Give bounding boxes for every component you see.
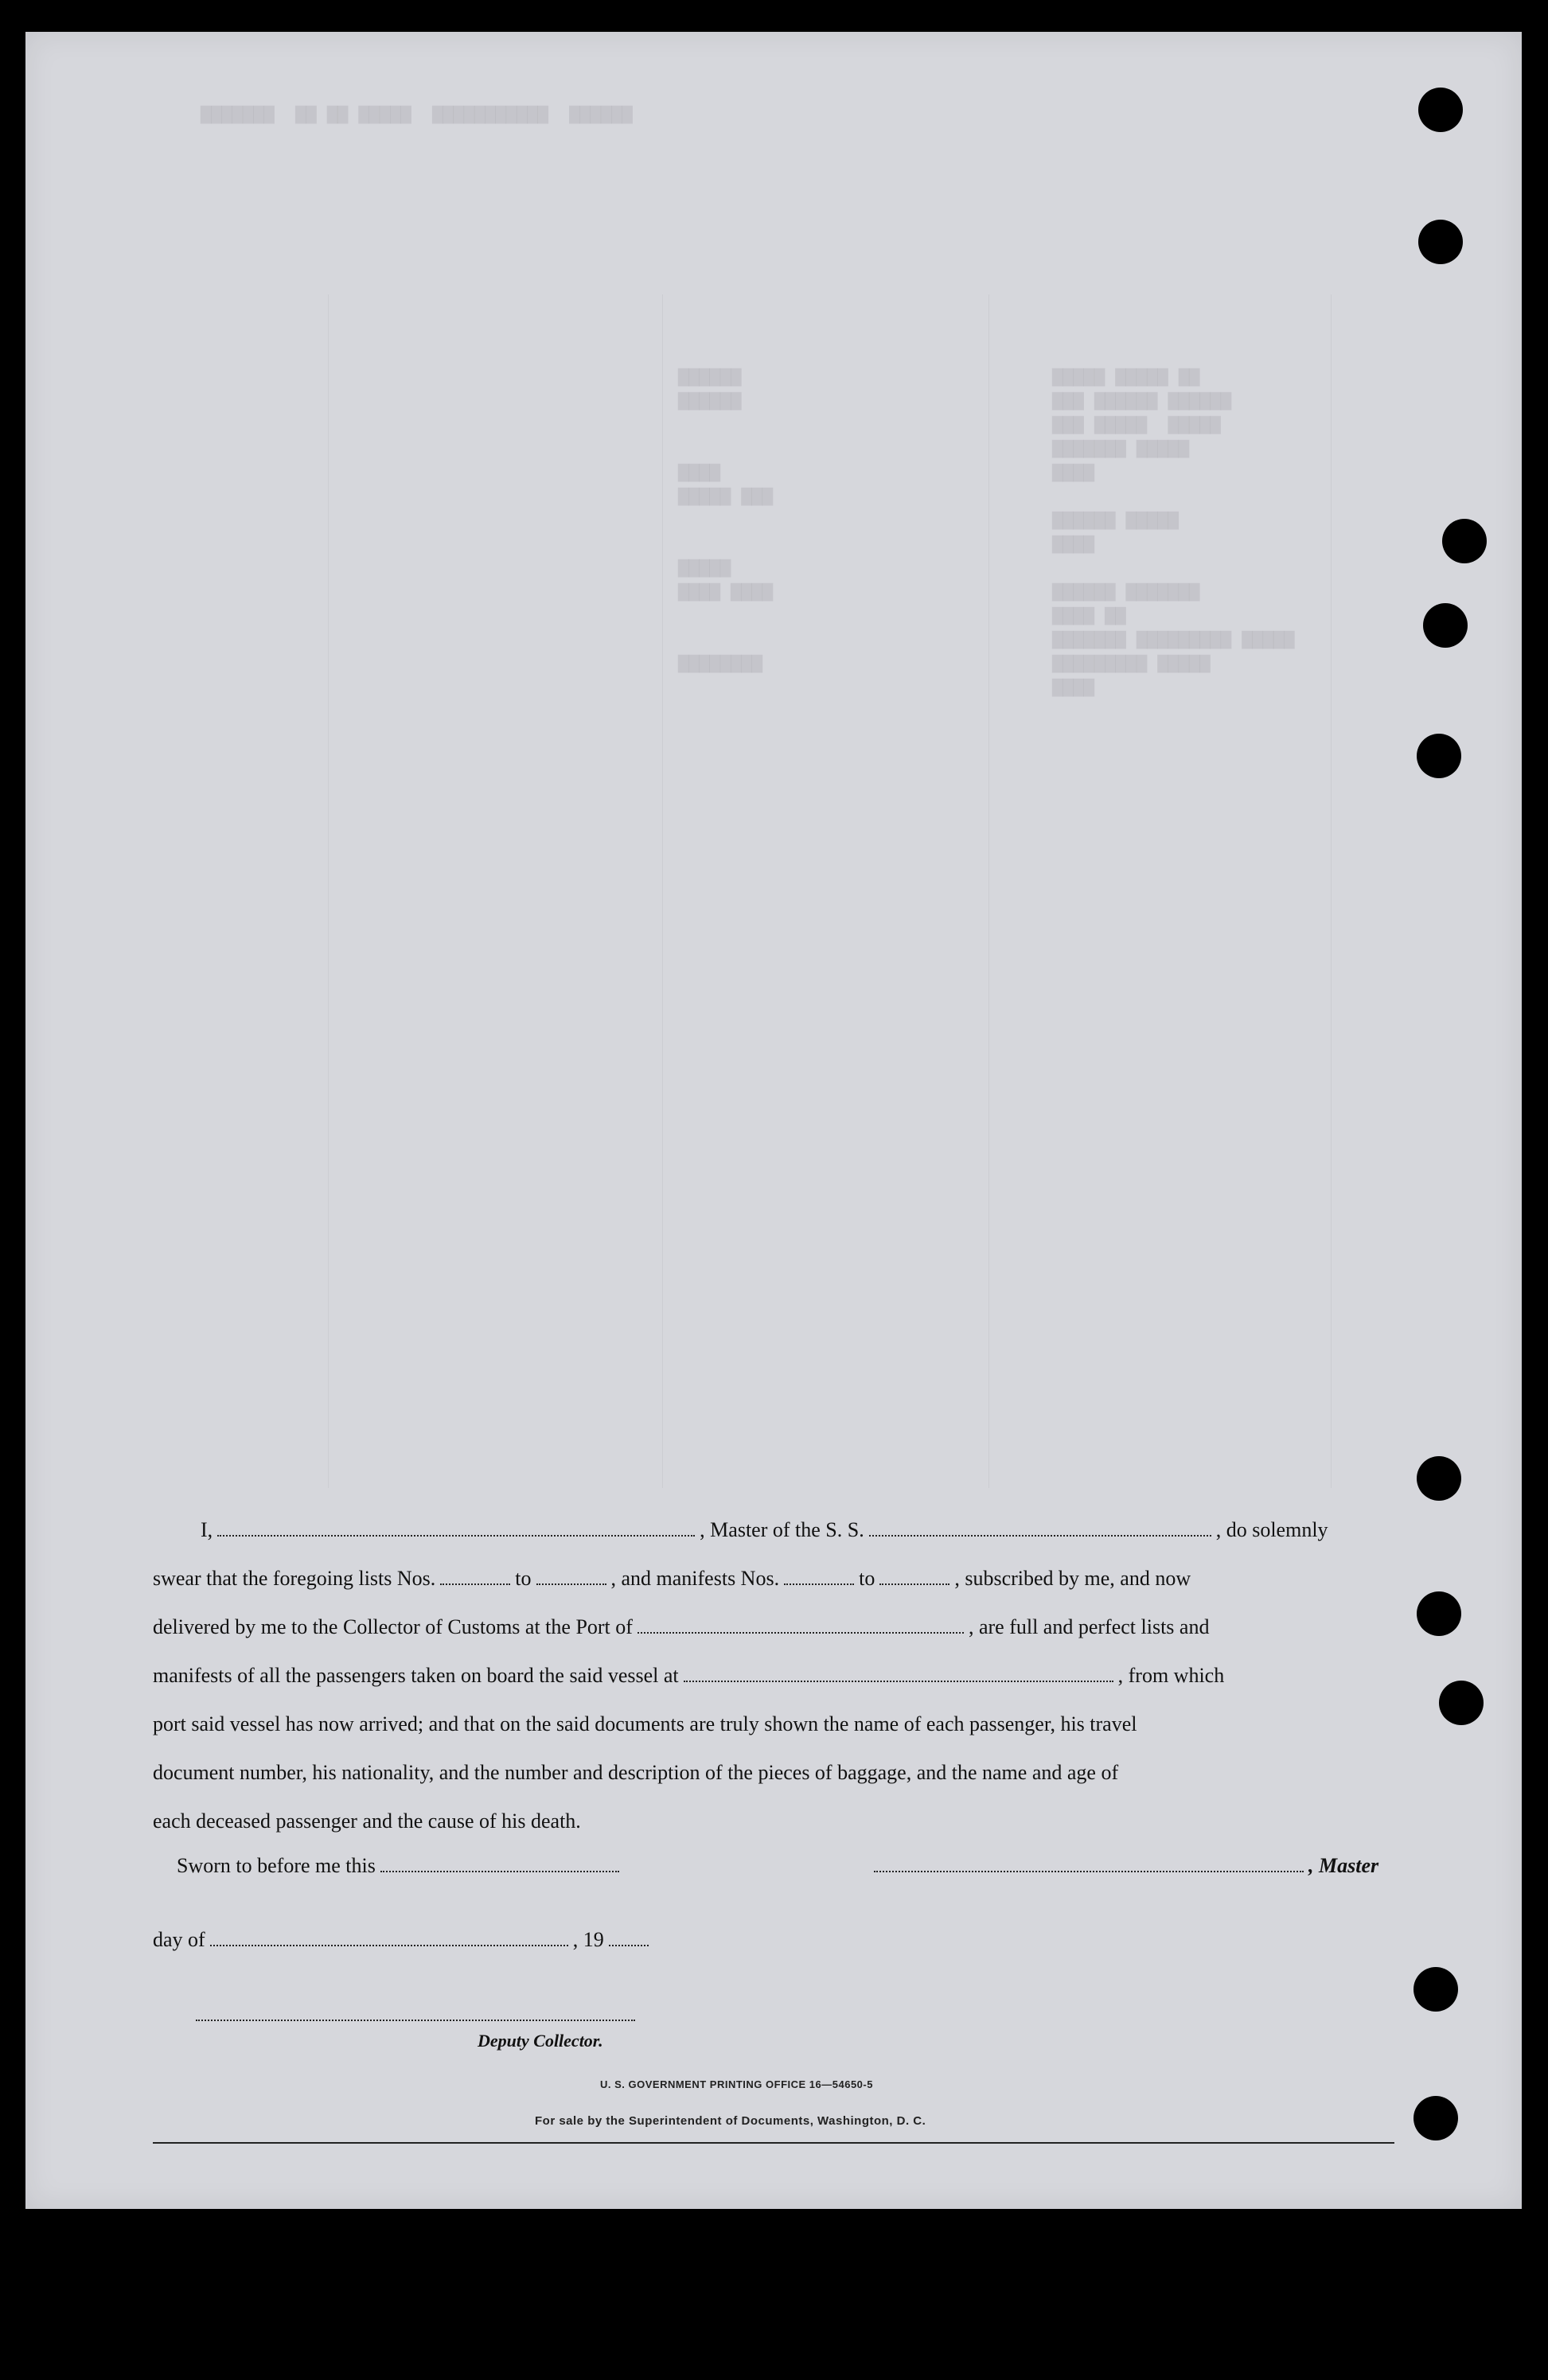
master-signature-blank[interactable] <box>874 1855 1304 1872</box>
deputy-signature-blank[interactable] <box>196 2020 635 2021</box>
deputy-collector-label: Deputy Collector. <box>478 2031 603 2051</box>
ghost-bleed-through: ▇▇▇▇▇▇ ▇▇▇▇▇▇ ▇▇▇▇ ▇▇▇▇▇ ▇▇▇ ▇▇▇▇▇ ▇▇▇▇ ▇▇▇▇ ▇▇▇▇▇▇▇▇ <box>678 368 774 674</box>
lists-to-blank[interactable] <box>536 1568 606 1585</box>
ship-name-blank[interactable] <box>869 1519 1211 1537</box>
punch-hole-icon <box>1417 1456 1461 1501</box>
declaration-line: document number, his nationality, and the number and description of the pieces of baggage, and the name and age of <box>153 1761 1119 1784</box>
embarkation-port-blank[interactable] <box>684 1665 1113 1682</box>
port-blank[interactable] <box>638 1616 964 1634</box>
manifest-page <box>25 32 1522 2209</box>
declaration-line: manifests of all the passengers taken on board the said vessel at , from which <box>153 1664 1225 1687</box>
month-blank[interactable] <box>210 1929 568 1946</box>
sale-notice: For sale by the Superintendent of Documents, Washington, D. C. <box>535 2114 926 2128</box>
punch-hole-icon <box>1418 220 1463 264</box>
ghost-column-rule <box>662 294 663 1488</box>
punch-hole-icon <box>1442 519 1487 563</box>
ghost-bleed-through: ▇▇▇▇▇ ▇▇▇▇▇ ▇▇ ▇▇▇ ▇▇▇▇▇▇ ▇▇▇▇▇▇ ▇▇▇ ▇▇▇▇▇ ▇▇▇▇▇ ▇▇▇▇▇▇▇ ▇▇▇▇▇ ▇▇▇▇ ▇▇▇▇▇▇ ▇▇▇▇▇ ▇▇▇▇ ▇▇▇▇▇▇ ▇▇▇▇▇▇▇ ▇▇▇▇ ▇▇ ▇▇▇▇▇▇▇ ▇▇▇▇▇▇▇▇▇ ▇▇▇▇▇ ▇▇▇▇▇▇▇▇▇ ▇▇▇▇▇ ▇▇▇▇ <box>1052 368 1295 698</box>
year-blank[interactable] <box>609 1929 649 1946</box>
lists-from-blank[interactable] <box>440 1568 510 1585</box>
punch-hole-icon <box>1413 2096 1458 2140</box>
ghost-column-rule <box>988 294 989 1488</box>
declaration-line: delivered by me to the Collector of Customs at the Port of , are full and perfect lists and <box>153 1615 1210 1638</box>
declaration-line: port said vessel has now arrived; and that on the said documents are truly shown the name of each passenger, his travel <box>153 1712 1137 1735</box>
punch-hole-icon <box>1418 88 1463 132</box>
punch-hole-icon <box>1417 1591 1461 1636</box>
manifests-from-blank[interactable] <box>784 1568 854 1585</box>
punch-hole-icon <box>1413 1967 1458 2012</box>
ghost-bleed-through: ▇▇▇▇▇▇▇ ▇▇ ▇▇ ▇▇▇▇▇ ▇▇▇▇▇▇▇▇▇▇▇ ▇▇▇▇▇▇ <box>201 105 633 125</box>
punch-hole-icon <box>1423 603 1468 648</box>
ghost-column-rule <box>328 294 329 1488</box>
master-declaration <box>153 1506 1398 1845</box>
master-signature-line: , Master <box>869 1854 1378 1878</box>
punch-hole-icon <box>1417 734 1461 778</box>
punch-hole-icon <box>1439 1681 1484 1725</box>
ghost-column-rule <box>1331 294 1332 1488</box>
declaration-line: I, , Master of the S. S. , do solemnly <box>201 1518 1328 1541</box>
master-name-blank[interactable] <box>217 1519 695 1537</box>
sworn-line: Sworn to before me this <box>177 1854 624 1878</box>
sworn-date-blank[interactable] <box>380 1855 619 1872</box>
manifests-to-blank[interactable] <box>879 1568 949 1585</box>
declaration-line: each deceased passenger and the cause of his death. <box>153 1809 581 1833</box>
day-of-line: day of , 19 <box>153 1928 653 1952</box>
footer-rule <box>153 2142 1394 2144</box>
gpo-imprint: U. S. GOVERNMENT PRINTING OFFICE 16—54650-5 <box>600 2078 873 2090</box>
declaration-line: swear that the foregoing lists Nos. to , and manifests Nos. to , subscribed by me, and now <box>153 1567 1191 1590</box>
